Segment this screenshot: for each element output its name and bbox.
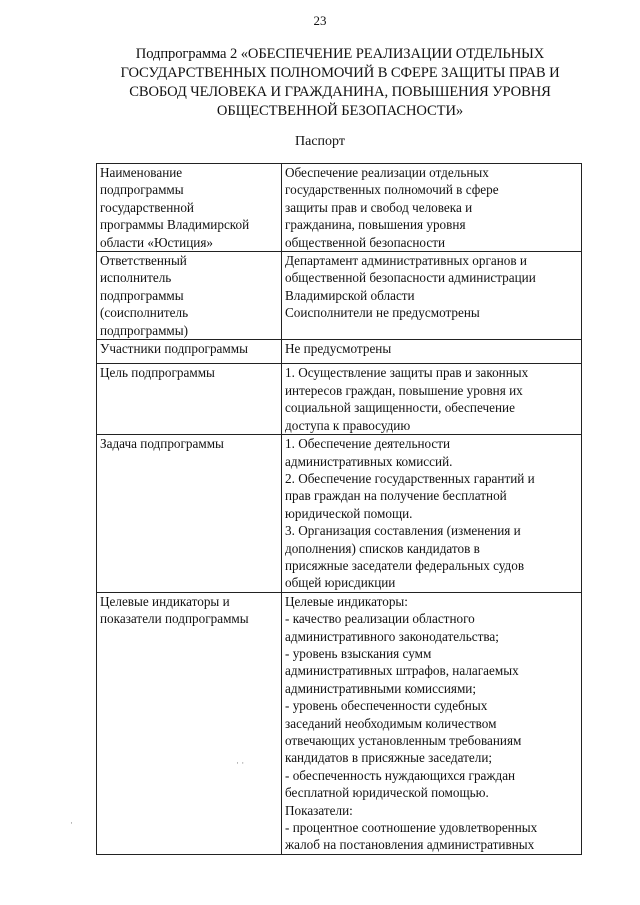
row-value: Обеспечение реализации отдельных государственных полномочий в сфере защиты прав и свобод человека и гражданина, повышения уровня общественной безопасности	[282, 164, 582, 252]
table-row	[97, 435, 582, 593]
row-label: Целевые индикаторы и показатели подпрограммы	[97, 592, 282, 854]
table-row	[97, 164, 582, 252]
table-row	[97, 340, 582, 364]
row-value: 1. Осуществление защиты прав и законных интересов граждан, повышение уровня их социальной защищенности, обеспечение доступа к правосудию	[282, 364, 582, 435]
passport-table	[96, 163, 582, 855]
row-value: Целевые индикаторы: - качество реализации областного административного законодательства; - уровень взыскания сумм административных штрафов, налагаемых административными комиссиями; - уровень обеспеченности судебных заседаний необходимым количеством отвечающих установленным требованиям кандидатов в присяжные заседатели; - обеспеченность нуждающихся граждан бесплатной юридической помощью. Показатели: - процентное соотношение удовлетворенных жалоб на постановления административных	[282, 592, 582, 854]
row-value: Не предусмотрены	[282, 340, 582, 364]
row-label: Ответственный исполнитель подпрограммы (соисполнитель подпрограммы)	[97, 252, 282, 340]
title-line: СВОБОД ЧЕЛОВЕКА И ГРАЖДАНИНА, ПОВЫШЕНИЯ УРОВНЯ	[129, 84, 551, 100]
row-label: Задача подпрограммы	[97, 435, 282, 593]
title-line: ГОСУДАРСТВЕННЫХ ПОЛНОМОЧИЙ В СФЕРЕ ЗАЩИТЫ ПРАВ И	[120, 65, 560, 81]
table-row	[97, 364, 582, 435]
scan-speck: · ·	[236, 758, 245, 768]
page-number: 23	[313, 13, 327, 28]
row-label: Цель подпрограммы	[97, 364, 282, 435]
table-row	[97, 592, 582, 854]
table-row	[97, 252, 582, 340]
passport-heading: Паспорт	[295, 134, 345, 149]
row-label: Участники подпрограммы	[97, 340, 282, 364]
row-label: Наименование подпрограммы государственной программы Владимирской области «Юстиция»	[97, 164, 282, 252]
title-line: Подпрограмма 2 «ОБЕСПЕЧЕНИЕ РЕАЛИЗАЦИИ ОТДЕЛЬНЫХ	[135, 46, 545, 62]
subprogram-title	[100, 45, 580, 121]
row-value: 1. Обеспечение деятельности административных комиссий. 2. Обеспечение государственных гарантий и прав граждан на получение бесплатной юридической помощи. 3. Организация составления (изменения и дополнения) списков кандидатов в присяжные заседатели федеральных судов общей юрисдикции	[282, 435, 582, 593]
scan-speck: ·	[70, 818, 73, 828]
row-value: Департамент административных органов и общественной безопасности администрации Владимирской области Соисполнители не предусмотрены	[282, 252, 582, 340]
title-line: ОБЩЕСТВЕННОЙ БЕЗОПАСНОСТИ»	[216, 103, 464, 119]
